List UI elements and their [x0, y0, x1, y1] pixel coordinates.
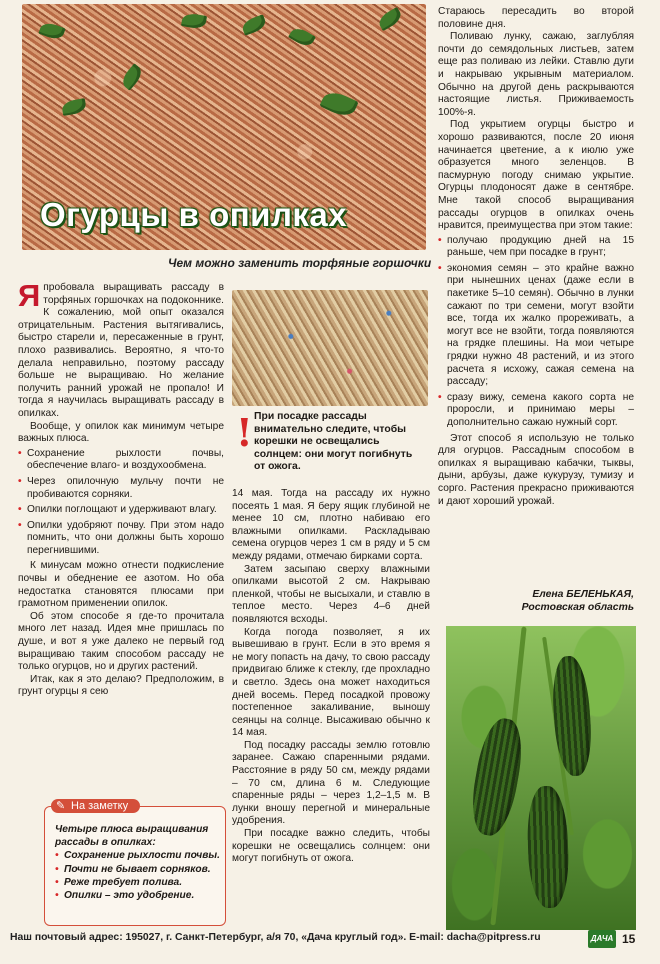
paragraph: Стараюсь пересадить во второй половине дня.	[438, 6, 634, 30]
pencil-icon: ✎	[56, 800, 66, 812]
paragraph: Затем засыпаю сверху влажными опилками высотой 2 см. Накрываю пленкой, чтобы не высыхали, и ставлю в теплое место. Через 4–6 дней появляются всходы.	[232, 563, 430, 625]
paragraph: Когда погода позволяет, я их вывешиваю в грунт. Если в это время я не могу попасть на дачу, то свою рассаду придвигаю ближе к стеклу, где прохладно и светло. Здесь она может находиться дней восемь. Перед посадкой провожу постепенное закаливание, выношу сеянцы на солнце. Высаживаю обычно к 14 мая.	[232, 626, 430, 739]
cucumber	[550, 655, 594, 777]
list-item: • получаю продукцию дней на 15 раньше, чем при посадке в грунт;	[438, 235, 634, 260]
warning-text: При посадке рассады внимательно следите, чтобы корешки не освещались солнцем: они могут погибнуть от ожога.	[254, 411, 413, 473]
list-item: • Опилки поглощают и удерживают влагу.	[18, 504, 224, 517]
author-name: Елена БЕЛЕНЬКАЯ,	[532, 589, 634, 600]
column-2	[232, 488, 430, 866]
note-body	[55, 823, 221, 902]
author-signature	[468, 588, 634, 614]
note-box	[44, 800, 226, 926]
cucumbers-photo	[446, 626, 636, 930]
list-item: • сразу вижу, семена какого сорта не проросли, и принимаю меры – дополнительно сажаю нужный сорт.	[438, 392, 634, 430]
footer-address: Наш почтовый адрес: 195027, г. Санкт-Петербург, а/я 70, «Дача круглый год». E-mail: dacha@pitpress.ru	[10, 932, 541, 943]
cucumber	[526, 785, 570, 908]
drop-cap: Я	[18, 278, 41, 313]
column-3	[438, 6, 634, 508]
paragraph: Об этом способе я где-то прочитала много лет назад. Идея мне пришлась по душе, и вот я уже далеко не первый год выращиваю таким способом рассаду не только огурцов, но и других растений.	[18, 610, 224, 673]
article-subtitle: Чем можно заменить торфяные горшочки	[168, 256, 432, 270]
note-header-label: На заметку	[71, 800, 129, 812]
warning-callout	[232, 407, 428, 481]
paragraph: Под укрытием огурцы быстро и хорошо развиваются, после 20 июня начинается цветение, а к июлю уже образуется много зеленцов. В пасмурную погоду снимаю укрытие. Огурцы плодоносят даже в сентябре. Мне такой способ выращивания рассады огурцов в опилках очень нравится, преимущества при этом такие:	[438, 119, 634, 232]
list-item: • Через опилочную мульчу почти не пробиваются сорняки.	[18, 476, 224, 501]
note-item: • Сохранение рыхлости почвы.	[55, 849, 221, 862]
article-title: Огурцы в опилках	[40, 196, 348, 233]
leaf	[376, 7, 404, 31]
author-region: Ростовская область	[521, 602, 634, 613]
paragraph: К минусам можно отнести подкисление почвы и обеднение ее азотом. Но оба недостатка становятся плюсами при грамотном применении опилок.	[18, 560, 224, 610]
leaf	[61, 98, 87, 116]
leaf	[288, 25, 316, 49]
list-item: • Сохранение рыхлости почвы, обеспечение влаго- и воздухообмена.	[18, 448, 224, 473]
leaf	[319, 88, 358, 120]
paragraph: Под посадку рассады землю готовлю заранее. Сажаю спаренными рядами. Расстояние в ряду 50 см, между рядами – 70 см, длина 6 м. Следующие спаренные ряды – через 1,2–1,5 м. В лунки вношу перегной и минеральные удобрения.	[232, 739, 430, 827]
paragraph: пробовала выращивать рассаду в торфяных горшочках на подоконнике. К сожалению, мой опыт оказался отрицательным. Растения вытягивались, быстро старели и, пересаженные в грунт, плохо развивались. Вероятно, я что-то делала неправильно, поэтому рассаду больше не выращиваю. Но желание получить ранний урожай не пропало! И тогда я научилась выращивать рассаду в опилках.	[18, 282, 224, 419]
column-1-upper	[18, 278, 224, 699]
leaf	[38, 20, 65, 41]
sawdust-seeds-photo	[232, 290, 428, 406]
leaf	[240, 14, 267, 35]
list-item: • Опилки удобряют почву. При этом надо помнить, что они должны быть хорошо перегнившими.	[18, 520, 224, 558]
list-item: • экономия семян – это крайне важно при нынешних ценах (даже если в пакетике 5–10 семян). Обычно в лунки сажают по три семени, могут взойти все, тогда их жалко прореживать, а могут все не взойти, тогда появляются на грядке плешины. На мои четыре грядки нужно 48 растений, и из этого расчета я исхожу, сажая семена на рассаду;	[438, 263, 634, 389]
note-item: • Почти не бывает сорняков.	[55, 863, 221, 876]
paragraph: Поливаю лунку, сажаю, заглубляя почти до семядольных листьев, затем еще раз поливаю из лейки. Ставлю дуги и накрываю укрывным материалом. Обычно на другой день раскрываются настоящие листья. Приживаемость 100%-я.	[438, 31, 634, 118]
magazine-logo: ДАЧА	[588, 930, 616, 948]
note-title: Четыре плюса выращивания рассады в опилках:	[55, 824, 209, 849]
note-header	[51, 799, 140, 813]
note-item: • Реже требует полива.	[55, 876, 221, 889]
cucumber	[466, 715, 528, 839]
paragraph: Этот способ я использую не только для огурцов. Рассадным способом в опилках я выращиваю кабачки, тыквы, дыни, арбузы, даже кукурузу, тумизу и сорго. Растения прекрасно приживаются и дают хороший урожай.	[438, 432, 634, 507]
note-item: • Опилки – это удобрение.	[55, 889, 221, 902]
page-number: 15	[622, 932, 636, 946]
paragraph: При посадке важно следить, чтобы корешки не освещались солнцем: они могут погибнуть от ожога.	[232, 828, 430, 865]
exclamation-icon: !	[236, 410, 253, 455]
paragraph: Вообще, у опилок как минимум четыре важных плюса.	[18, 420, 224, 445]
paragraph: Итак, как я это делаю? Предположим, в грунт огурцы я сею	[18, 673, 224, 698]
leaf	[119, 63, 145, 90]
leaf	[181, 12, 207, 30]
paragraph: 14 мая. Тогда на рассаду их нужно посеять 1 мая. Я беру ящик глубиной не менее 10 см, плотно набиваю его влажными опилками. Раскладываю семена огурцов через 1 см в ряду и 5 см между рядами, отмечаю бирками сорта.	[232, 488, 430, 562]
